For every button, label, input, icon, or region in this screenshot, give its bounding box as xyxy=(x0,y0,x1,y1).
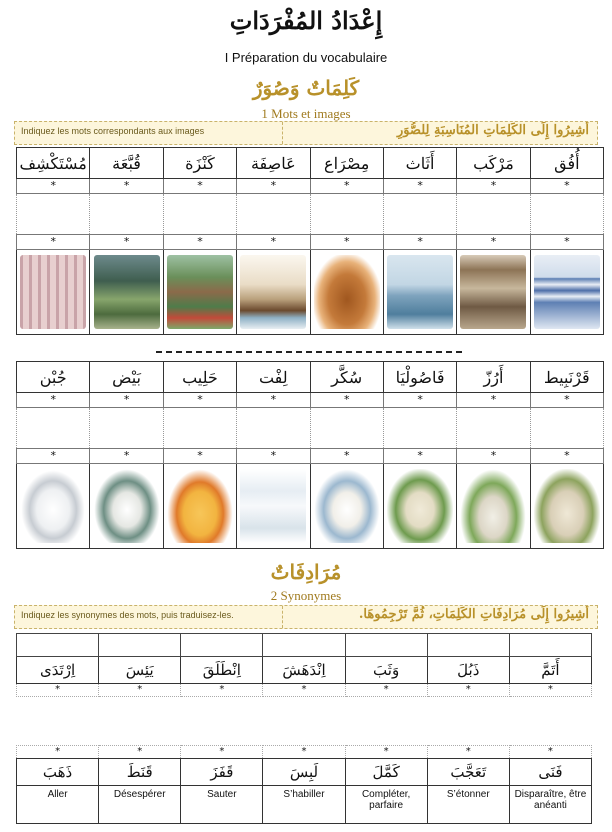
image-cell xyxy=(90,464,163,549)
image-cell xyxy=(17,464,90,549)
match-marker: * xyxy=(310,235,383,250)
synonym-word: ذَهَبَ xyxy=(17,759,99,786)
synonym-word: كَمَّلَ xyxy=(345,759,427,786)
translation-cell: S’habiller xyxy=(263,786,345,824)
sugar-bowl-image xyxy=(94,469,160,543)
instruction-fr: Indiquez les mots correspondants aux images xyxy=(15,122,283,144)
match-marker: * xyxy=(163,235,236,250)
translation-cell: Désespérer xyxy=(99,786,181,824)
furniture-image xyxy=(460,255,526,329)
instruction-ar: أَشِيرُوا إِلَى الكَلِمَاتِ المُنَاسِبَةِ لِلصُّوَرِ xyxy=(396,123,589,138)
image-cell xyxy=(457,464,530,549)
section2-title: مُرَادِفَاتٌ xyxy=(270,560,342,584)
section1-subtitle: 1 Mots et images xyxy=(261,106,351,121)
milk-image xyxy=(240,469,306,543)
white-beans-image xyxy=(534,469,600,543)
match-marker: * xyxy=(17,684,99,697)
explorer-image xyxy=(167,255,233,329)
word-cell: جُبْن xyxy=(17,362,90,393)
synonyms-table-top xyxy=(16,633,592,697)
match-marker: * xyxy=(383,393,456,408)
answer-space xyxy=(530,194,603,235)
section2-instruction xyxy=(14,605,598,629)
answer-space xyxy=(163,408,236,449)
image-cell xyxy=(310,250,383,335)
match-marker: * xyxy=(345,684,427,697)
match-marker: * xyxy=(383,179,456,194)
match-marker: * xyxy=(237,235,310,250)
match-marker: * xyxy=(383,449,456,464)
match-marker: * xyxy=(310,179,383,194)
window-shutter-image xyxy=(20,255,86,329)
image-cell xyxy=(237,464,310,549)
page-subtitle: I Préparation du vocabulaire xyxy=(224,50,388,65)
answer-space xyxy=(237,194,310,235)
image-cell xyxy=(17,250,90,335)
match-marker: * xyxy=(310,393,383,408)
synonym-word: فَنَى xyxy=(509,759,591,786)
word-cell: قُبَّعَة xyxy=(90,148,163,179)
match-marker: * xyxy=(17,449,90,464)
match-marker: * xyxy=(17,235,90,250)
section1-instruction xyxy=(14,121,598,145)
section1-title: كَلِمَاتٌ وَصُوَرٌ xyxy=(252,76,360,100)
answer-space xyxy=(310,408,383,449)
match-marker: * xyxy=(457,235,530,250)
match-marker: * xyxy=(17,393,90,408)
match-marker: * xyxy=(530,449,603,464)
sailing-ship-image xyxy=(240,255,306,329)
answer-space xyxy=(263,634,345,657)
image-cell xyxy=(383,464,456,549)
match-marker: * xyxy=(383,235,456,250)
match-marker: * xyxy=(163,449,236,464)
answer-space xyxy=(345,634,427,657)
word-cell: عَاصِفَة xyxy=(237,148,310,179)
word-cell: فَاصُولْيَا xyxy=(383,362,456,393)
image-cell xyxy=(163,464,236,549)
match-marker: * xyxy=(99,684,181,697)
cauliflower-image xyxy=(387,469,453,543)
match-marker: * xyxy=(457,449,530,464)
synonym-word: اِرْتَدَى xyxy=(17,657,99,684)
word-cell: مُسْتَكْشِف xyxy=(17,148,90,179)
image-cell xyxy=(457,250,530,335)
answer-space xyxy=(383,408,456,449)
match-marker: * xyxy=(263,746,345,759)
match-marker: * xyxy=(457,179,530,194)
synonym-word: تَعَجَّبَ xyxy=(427,759,509,786)
word-cell: سُكَّر xyxy=(310,362,383,393)
translation-cell: S’étonner xyxy=(427,786,509,824)
image-cell xyxy=(237,250,310,335)
match-marker: * xyxy=(509,746,591,759)
vocab-table-2 xyxy=(16,361,604,549)
synonym-word: يَئِسَ xyxy=(99,657,181,684)
image-cell xyxy=(163,250,236,335)
word-cell: كَنْزَة xyxy=(163,148,236,179)
match-marker: * xyxy=(181,746,263,759)
answer-space xyxy=(509,634,591,657)
answer-space xyxy=(530,408,603,449)
instruction-ar: أَشِيرُوا إِلَى مُرَادِفَاتِ الكَلِمَاتِ، ثُمَّ تَرْجِمُوهَا. xyxy=(358,607,589,622)
sea-horizon-image xyxy=(387,255,453,329)
answer-space xyxy=(90,194,163,235)
word-cell: مَرْكَب xyxy=(457,148,530,179)
match-marker: * xyxy=(345,746,427,759)
word-cell: أَثَاث xyxy=(383,148,456,179)
match-marker: * xyxy=(427,746,509,759)
cheese-image xyxy=(167,469,233,543)
synonym-word: لَبِسَ xyxy=(263,759,345,786)
answer-space xyxy=(17,194,90,235)
word-cell: أَرُزّ xyxy=(457,362,530,393)
answer-space xyxy=(383,194,456,235)
match-marker: * xyxy=(509,684,591,697)
synonyms-table-bottom xyxy=(16,745,592,824)
rice-image xyxy=(314,469,380,543)
match-marker: * xyxy=(90,179,163,194)
match-marker: * xyxy=(310,449,383,464)
section2-subtitle: 2 Synonymes xyxy=(270,588,342,603)
match-marker: * xyxy=(99,746,181,759)
separator-dashes xyxy=(156,351,462,353)
word-cell: مِصْرَاع xyxy=(310,148,383,179)
match-marker: * xyxy=(530,179,603,194)
match-marker: * xyxy=(181,684,263,697)
answer-space xyxy=(17,634,99,657)
match-marker: * xyxy=(163,393,236,408)
match-marker: * xyxy=(263,684,345,697)
image-cell xyxy=(383,250,456,335)
word-cell: أُفُق xyxy=(530,148,603,179)
answer-space xyxy=(427,634,509,657)
translation-cell: Disparaître, être anéanti xyxy=(509,786,591,824)
answer-space xyxy=(310,194,383,235)
match-marker: * xyxy=(17,179,90,194)
synonym-word: اِنْطَلَقَ xyxy=(181,657,263,684)
answer-space xyxy=(17,408,90,449)
answer-space xyxy=(457,408,530,449)
image-cell xyxy=(530,250,603,335)
match-marker: * xyxy=(237,393,310,408)
forest-storm-image xyxy=(94,255,160,329)
answer-space xyxy=(90,408,163,449)
match-marker: * xyxy=(90,449,163,464)
answer-space xyxy=(99,634,181,657)
match-marker: * xyxy=(17,746,99,759)
match-marker: * xyxy=(237,179,310,194)
word-cell: لِفْت xyxy=(237,362,310,393)
match-marker: * xyxy=(530,235,603,250)
synonym-word: أَتَمَّ xyxy=(509,657,591,684)
match-marker: * xyxy=(530,393,603,408)
translation-cell: Sauter xyxy=(181,786,263,824)
match-marker: * xyxy=(457,393,530,408)
word-cell: حَلِيب xyxy=(163,362,236,393)
match-marker: * xyxy=(90,235,163,250)
answer-space xyxy=(457,194,530,235)
match-marker: * xyxy=(237,449,310,464)
straw-hat-image xyxy=(314,255,380,329)
image-cell xyxy=(90,250,163,335)
translation-cell: Compléter, parfaire xyxy=(345,786,427,824)
synonym-word: ذَبُلَ xyxy=(427,657,509,684)
image-cell xyxy=(530,464,603,549)
synonym-word: اِنْدَهَشَ xyxy=(263,657,345,684)
answer-space xyxy=(181,634,263,657)
answer-space xyxy=(163,194,236,235)
answer-space xyxy=(237,408,310,449)
page-title: إِعْدَادُ المُفْرَدَاتِ xyxy=(229,6,383,35)
instruction-fr: Indiquez les synonymes des mots, puis traduisez-les. xyxy=(15,606,283,628)
synonym-word: قَنَطَ xyxy=(99,759,181,786)
match-marker: * xyxy=(90,393,163,408)
sweater-image xyxy=(534,255,600,329)
synonym-word: قَفَزَ xyxy=(181,759,263,786)
word-cell: قَرْنَبِيط xyxy=(530,362,603,393)
translation-cell: Aller xyxy=(17,786,99,824)
image-cell xyxy=(310,464,383,549)
synonym-word: وَثَبَ xyxy=(345,657,427,684)
egg-image xyxy=(20,469,86,543)
match-marker: * xyxy=(427,684,509,697)
vocab-table-1 xyxy=(16,147,604,335)
word-cell: بَيْض xyxy=(90,362,163,393)
turnip-image xyxy=(460,469,526,543)
match-marker: * xyxy=(163,179,236,194)
